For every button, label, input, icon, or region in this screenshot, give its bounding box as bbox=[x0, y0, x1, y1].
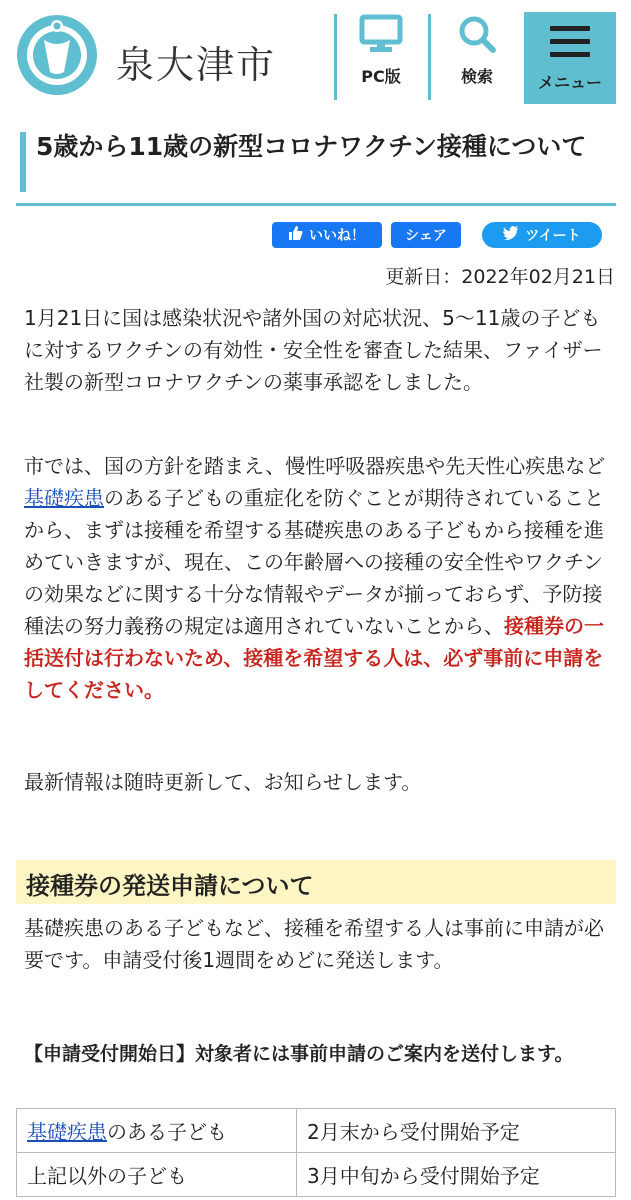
twitter-tweet-button[interactable] bbox=[482, 222, 602, 248]
intro-paragraph: 1月21日に国は感染状況や諸外国の対応状況、5～11歳の子どもに対するワクチンの有効性・安全性を審査した結果、ファイザー社製の新型コロナワクチンの薬事承認をしました。 bbox=[24, 306, 603, 394]
policy-text-start: 市では、国の方針を踏まえ、慢性呼吸器疾患や先天性心疾患など bbox=[24, 454, 606, 478]
city-logo-icon[interactable] bbox=[16, 14, 98, 96]
important-notice: 接種券の一括送付は行わないため、接種を希望する人は、必ず事前に申請をしてください。 bbox=[24, 614, 604, 702]
facebook-share-button[interactable] bbox=[391, 222, 461, 248]
search-button[interactable] bbox=[436, 14, 518, 100]
table-cell-target bbox=[17, 1109, 297, 1153]
page-title-block bbox=[16, 128, 616, 206]
hamburger-icon bbox=[548, 22, 592, 66]
section-title: 接種券の発送申請について bbox=[26, 872, 314, 900]
policy-paragraph bbox=[24, 450, 608, 706]
monitor-icon bbox=[359, 14, 403, 58]
search-icon bbox=[455, 14, 499, 58]
table-cell-target: 上記以外の子ども bbox=[17, 1153, 297, 1197]
page-title: 5歳から11歳の新型コロナワクチン接種について bbox=[36, 132, 587, 161]
pc-version-label: PC版 bbox=[361, 67, 401, 86]
menu-label: メニュー bbox=[537, 73, 602, 92]
header-divider bbox=[334, 14, 337, 100]
schedule-table bbox=[16, 1108, 616, 1197]
pc-version-button[interactable] bbox=[340, 14, 422, 100]
update-notice: 最新情報は随時更新して、お知らせします。 bbox=[24, 770, 422, 794]
tweet-label: ツイート bbox=[525, 228, 581, 244]
like-label: いいね！ bbox=[309, 228, 365, 244]
section-heading-block bbox=[16, 860, 616, 904]
updated-date: 更新日：2022年02月21日 bbox=[385, 266, 615, 288]
title-accent-bar bbox=[20, 132, 26, 192]
thumbs-up-icon bbox=[289, 226, 303, 244]
underlying-disease-link[interactable]: 基礎疾患 bbox=[27, 1120, 107, 1144]
site-name[interactable]: 泉大津市 bbox=[116, 43, 277, 87]
table-cell-schedule: 3月中旬から受付開始予定 bbox=[297, 1153, 616, 1197]
facebook-like-button[interactable] bbox=[272, 222, 382, 248]
header-divider bbox=[428, 14, 431, 100]
twitter-bird-icon bbox=[503, 226, 519, 244]
menu-button[interactable] bbox=[524, 12, 616, 104]
search-label: 検索 bbox=[460, 67, 493, 86]
table-row bbox=[17, 1153, 616, 1197]
application-paragraph: 基礎疾患のある子どもなど、接種を希望する人は事前に申請が必要です。申請受付後1週間をめどに発送します。 bbox=[24, 916, 604, 972]
table-row bbox=[17, 1109, 616, 1153]
table-cell-schedule: 2月末から受付開始予定 bbox=[297, 1109, 616, 1153]
site-header bbox=[0, 0, 631, 112]
application-start-heading: 【申請受付開始日】対象者には事前申請のご案内を送付します。 bbox=[24, 1043, 574, 1065]
underlying-disease-link[interactable]: 基礎疾患 bbox=[24, 486, 104, 510]
policy-text-middle: のある子どもの重症化を防ぐことが期待されていることから、まずは接種を希望する基礎疾患のある子どもから接種を進めていきますが、現在、この年齢層への接種の安全性やワクチンの効果などに関する十分な情報やデータが揃っておらず、予防接種法の努力義務の規定は適用されていないことから、 bbox=[24, 486, 604, 638]
share-label: シェア bbox=[405, 228, 447, 244]
target-text: のある子ども bbox=[107, 1120, 227, 1144]
